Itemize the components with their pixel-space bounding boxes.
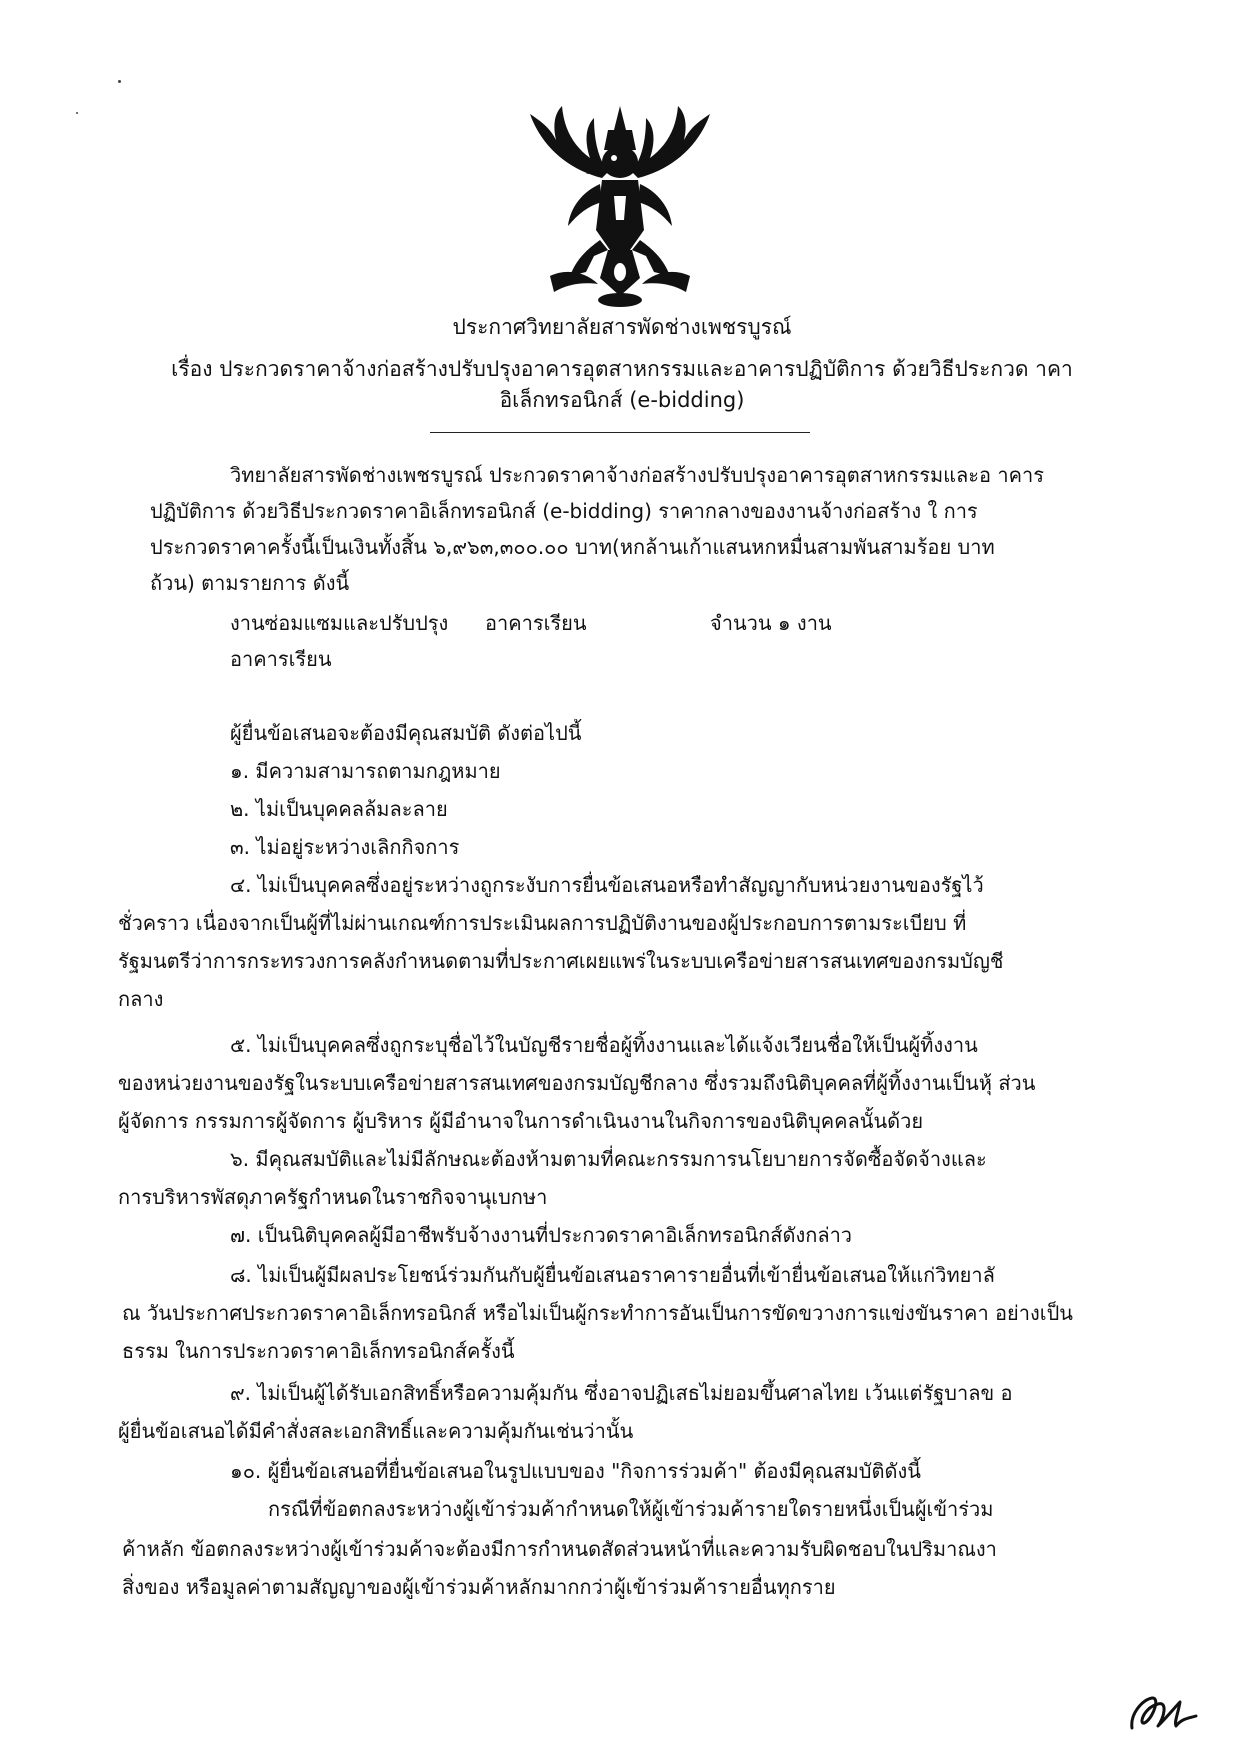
qualification-10-cont: ค้าหลัก ข้อตกลงระหว่างผู้เข้าร่วมค้าจะต้องมีการกำหนดสัดส่วนหน้าที่และความรับผิดชอบในปริมาณงา (122, 1537, 997, 1561)
qualification-8-cont: ณ วันประกาศประกวดราคาอิเล็กทรอนิกส์ หรือไม่เป็นผู้กระทำการอันเป็นการขัดขวางการแข่งขันราคา อย่างเป็น (122, 1301, 1073, 1325)
qualification-9: ๙. ไม่เป็นผู้ได้รับเอกสิทธิ์หรือความคุ้มกัน ซึ่งอาจปฏิเสธไม่ยอมขึ้นศาลไทย เว้นแต่รัฐบาลข อ (230, 1381, 1013, 1405)
qualification-4-cont: รัฐมนตรีว่าการกระทรวงการคลังกำหนดตามที่ประกาศเผยแพร่ในระบบเครือข่ายสารสนเทศของกรมบัญชี (118, 949, 1004, 973)
qualification-8-cont: ธรรม ในการประกวดราคาอิเล็กทรอนิกส์ครั้งนี้ (122, 1339, 515, 1363)
qualification-5-cont: ของหน่วยงานของรัฐในระบบเครือข่ายสารสนเทศของกรมบัญชีกลาง ซึ่งรวมถึงนิติบุคคลที่ผู้ทิ้งงานเป็นหุ้ ส่วน (118, 1071, 1036, 1095)
qualification-10-cont: สิ่งของ หรือมูลค่าตามสัญญาของผู้เข้าร่วมค้าหลักมากกว่าผู้เข้าร่วมค้ารายอื่นทุกราย (122, 1575, 836, 1599)
subject-line: เรื่อง ประกวดราคาจ้างก่อสร้างปรับปรุงอาคารอุตสาหกรรมและอาคารปฏิบัติการ ด้วยวิธีประกวด าคา (171, 357, 1073, 381)
intro-line: วิทยาลัยสารพัดช่างเพชรบูรณ์ ประกวดราคาจ้างก่อสร้างปรับปรุงอาคารอุตสาหกรรมและอ าคาร (230, 463, 1044, 487)
intro-line: ถ้วน) ตามรายการ ดังนี้ (150, 571, 350, 595)
initials-signature-icon (1124, 1688, 1204, 1738)
document-title: ประกาศวิทยาลัยสารพัดช่างเพชรบูรณ์ (452, 315, 792, 339)
item-building: อาคารเรียน (485, 611, 587, 635)
qualification-4: ๔. ไม่เป็นบุคคลซึ่งอยู่ระหว่างถูกระงับการยื่นข้อเสนอหรือทำสัญญากับหน่วยงานของรัฐไว้ (230, 873, 984, 897)
title-divider (430, 432, 810, 433)
intro-line: ประกวดราคาครั้งนี้เป็นเงินทั้งสิ้น ๖,๙๖๓,๓๐๐.๐๐ บาท(หกล้านเก้าแสนหกหมื่นสามพันสามร้อย บาท (150, 535, 995, 559)
qualification-4-cont: กลาง (118, 987, 164, 1011)
qualifications-heading: ผู้ยื่นข้อเสนอจะต้องมีคุณสมบัติ ดังต่อไปนี้ (230, 721, 582, 745)
qualification-5: ๕. ไม่เป็นบุคคลซึ่งถูกระบุชื่อไว้ในบัญชีรายชื่อผู้ทิ้งงานและได้แจ้งเวียนชื่อให้เป็นผู้ทิ้งงาน (230, 1033, 978, 1057)
scan-speck (118, 80, 121, 83)
qualification-10-cont: กรณีที่ข้อตกลงระหว่างผู้เข้าร่วมค้ากำหนดให้ผู้เข้าร่วมค้ารายใดรายหนึ่งเป็นผู้เข้าร่วม (268, 1497, 994, 1521)
qualification-6-cont: การบริหารพัสดุภาครัฐกำหนดในราชกิจจานุเบกษา (118, 1185, 548, 1209)
qualification-8: ๘. ไม่เป็นผู้มีผลประโยชน์ร่วมกันกับผู้ยื่นข้อเสนอราคารายอื่นที่เข้ายื่นข้อเสนอให้แก่วิทยาลั (230, 1263, 995, 1287)
qualification-3: ๓. ไม่อยู่ระหว่างเลิกกิจการ (230, 835, 460, 859)
item-name-cont: อาคารเรียน (230, 647, 332, 671)
qualification-9-cont: ผู้ยื่นข้อเสนอได้มีคำสั่งสละเอกสิทธิ์และความคุ้มกันเช่นว่านั้น (118, 1419, 634, 1443)
qualification-4-cont: ชั่วคราว เนื่องจากเป็นผู้ที่ไม่ผ่านเกณฑ์การประเมินผลการปฏิบัติงานของผู้ประกอบการตามระเบียบ ที่ (118, 911, 967, 935)
scan-speck (76, 112, 78, 114)
item-quantity: จำนวน ๑ งาน (710, 611, 832, 635)
item-name: งานซ่อมแซมและปรับปรุง (230, 611, 449, 635)
intro-line: ปฏิบัติการ ด้วยวิธีประกวดราคาอิเล็กทรอนิกส์ (e-bidding) ราคากลางของงานจ้างก่อสร้าง ใ การ (150, 499, 978, 523)
qualification-2: ๒. ไม่เป็นบุคคลล้มละลาย (230, 797, 448, 821)
subject-line-cont: อิเล็กทรอนิกส์ (e-bidding) (499, 388, 745, 412)
qualification-1: ๑. มีความสามารถตามกฎหมาย (230, 759, 501, 783)
qualification-10: ๑๐. ผู้ยื่นข้อเสนอที่ยื่นข้อเสนอในรูปแบบของ "กิจการร่วมค้า" ต้องมีคุณสมบัติดังนี้ (230, 1459, 921, 1483)
garuda-emblem-icon (490, 100, 750, 310)
qualification-5-cont: ผู้จัดการ กรรมการผู้จัดการ ผู้บริหาร ผู้มีอำนาจในการดำเนินงานในกิจการของนิติบุคคลนั้นด้วย (118, 1109, 924, 1133)
qualification-6: ๖. มีคุณสมบัติและไม่มีลักษณะต้องห้ามตามที่คณะกรรมการนโยบายการจัดซื้อจัดจ้างและ (230, 1147, 987, 1171)
qualification-7: ๗. เป็นนิติบุคคลผู้มีอาชีพรับจ้างงานที่ประกวดราคาอิเล็กทรอนิกส์ดังกล่าว (230, 1223, 853, 1247)
